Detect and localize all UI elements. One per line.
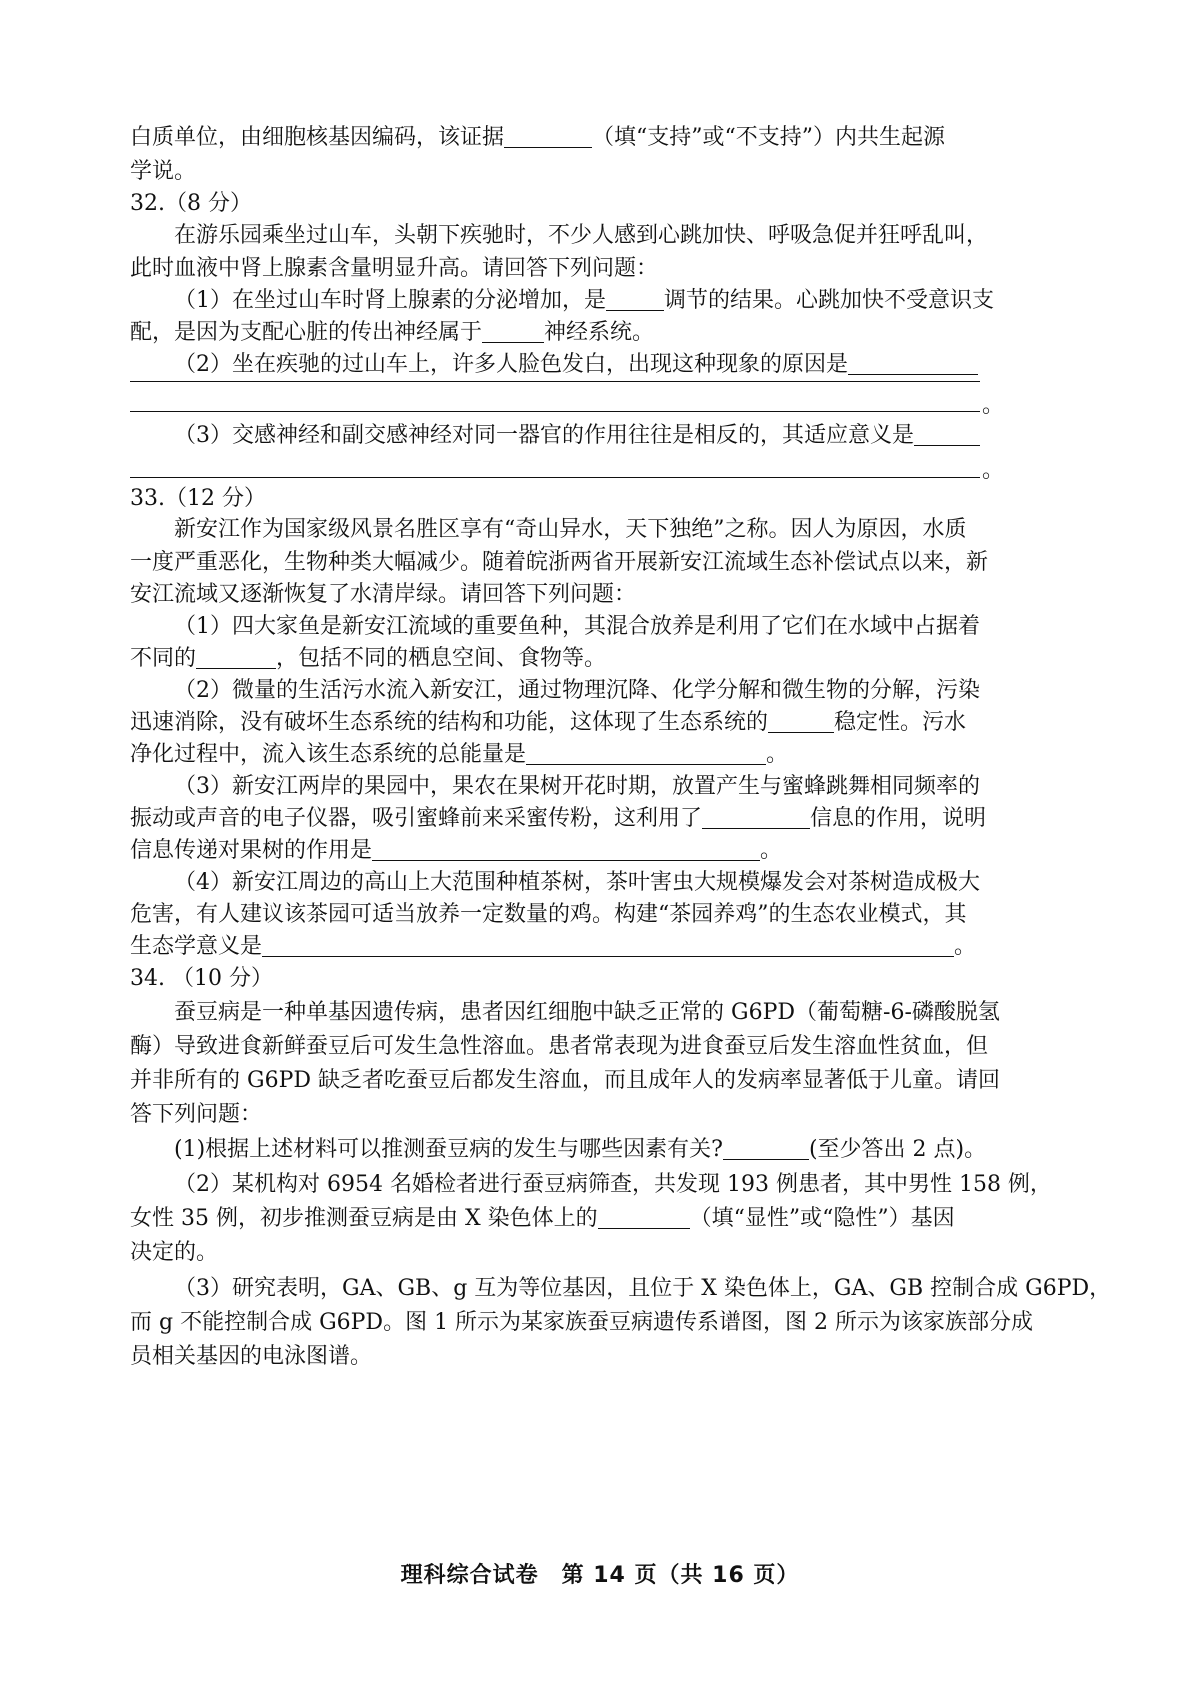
page-footer: 理科综合试卷 第 14 页（共 16 页） [400, 1563, 800, 1588]
text-line [130, 708, 1075, 738]
answer-blank[interactable] [702, 806, 810, 829]
text-span: 信息传递对果树的作用是 [130, 838, 373, 863]
paragraph-line: 答下列问题： [130, 1102, 263, 1127]
text-line [130, 644, 1075, 674]
text-line: 危害，有人建议该茶园可适当放养一定数量的鸡。构建“茶园养鸡”的生态农业模式，其 [130, 902, 967, 927]
text-line [130, 932, 1075, 962]
text-span: 信息的作用，说明 [810, 806, 987, 831]
text-span: 生态学意义是 [130, 934, 263, 959]
text-span: 神经系统。 [544, 320, 655, 345]
text-span: 配，是因为支配心脏的传出神经属于 [130, 320, 483, 345]
text-span: 振动或声音的电子仪器，吸引蜜蜂前来采蜜传粉，这利用了 [130, 806, 703, 831]
answer-blank[interactable] [196, 646, 276, 669]
text-line [130, 318, 1075, 348]
text-span: 稳定性。污水 [834, 710, 967, 735]
paragraph-line: 新安江作为国家级风景名胜区享有“奇山异水，天下独绝”之称。因人为原因，水质 [174, 517, 967, 542]
paragraph-line: 一度严重恶化，生物种类大幅减少。随着皖浙两省开展新安江流域生态补偿试点以来，新 [130, 550, 989, 575]
answer-blank[interactable] [504, 125, 592, 148]
paragraph-line: 安江流域又逐渐恢复了水清岸绿。请回答下列问题： [130, 582, 637, 607]
answer-blank[interactable] [262, 934, 954, 957]
answer-line[interactable] [130, 411, 980, 412]
text-span: （3）交感神经和副交感神经对同一器官的作用往往是相反的，其适应意义是 [174, 423, 914, 448]
text-span: 净化过程中，流入该生态系统的总能量是 [130, 742, 527, 767]
text-line [130, 1204, 1075, 1234]
text-span: （1）在坐过山车时肾上腺素的分泌增加，是 [174, 288, 606, 313]
text-span: 。 [766, 742, 789, 767]
answer-blank[interactable] [372, 838, 760, 861]
text-span: （2）坐在疾驰的过山车上，许多人脸色发白，出现这种现象的原因是 [174, 352, 848, 377]
text-line [130, 804, 1075, 834]
answer-blank[interactable] [606, 288, 664, 311]
text-line: 学说。 [130, 159, 197, 184]
sub-question-33-3: （3）新安江两岸的果园中，果农在果树开花时期，放置产生与蜜蜂跳舞相同频率的 [174, 774, 980, 799]
sub-question-33-1: （1）四大家鱼是新安江流域的重要鱼种，其混合放养是利用了它们在水域中占据着 [174, 614, 980, 639]
sub-question-32-2 [174, 350, 1119, 380]
paragraph-line: 酶）导致进食新鲜蚕豆后可发生急性溶血。患者常表现为进食蚕豆后发生溶血性贫血，但 [130, 1034, 989, 1059]
text-span: 女性 35 例，初步推测蚕豆病是由 X 染色体上的 [130, 1206, 598, 1231]
text-line [130, 123, 1075, 153]
text-span: (1)根据上述材料可以推测蚕豆病的发生与哪些因素有关? [174, 1137, 723, 1162]
sub-question-34-2: （2）某机构对 6954 名婚检者进行蚕豆病筛查，共发现 193 例患者，其中男性 158 例， [174, 1172, 1052, 1197]
text-line: 而 g 不能控制合成 G6PD。图 1 所示为某家族蚕豆病遗传系谱图，图 2 所示为该家族部分成 [130, 1310, 1034, 1335]
answer-blank[interactable] [482, 320, 544, 343]
question-header-33: 33.（12 分） [130, 486, 266, 511]
sub-question-32-1 [174, 286, 1119, 316]
paragraph-line: 并非所有的 G6PD 缺乏者吃蚕豆后都发生溶血，而且成年人的发病率显著低于儿童。请回 [130, 1068, 1001, 1093]
answer-blank[interactable] [526, 742, 766, 765]
text-span: (至少答出 2 点)。 [808, 1137, 987, 1162]
text-line: 员相关基因的电泳图谱。 [130, 1344, 373, 1369]
period-mark: 。 [982, 458, 1005, 483]
answer-blank[interactable] [768, 710, 834, 733]
text-span: 。 [760, 838, 783, 863]
question-header-32: 32.（8 分） [130, 191, 252, 216]
sub-question-34-3: （3）研究表明，GA、GB、g 互为等位基因，且位于 X 染色体上，GA、GB 控制合成 G6PD， [174, 1276, 1112, 1301]
text-span: 不同的 [130, 646, 197, 671]
text-span: 迅速消除，没有破坏生态系统的结构和功能，这体现了生态系统的 [130, 710, 769, 735]
sub-question-34-1 [174, 1135, 1119, 1165]
text-span: 。 [954, 934, 977, 959]
text-span: 白质单位，由细胞核基因编码，该证据 [130, 125, 505, 150]
text-span: （填“支持”或“不支持”）内共生起源 [592, 125, 946, 150]
paragraph-line: 在游乐园乘坐过山车，头朝下疾驰时，不少人感到心跳加快、呼吸急促并狂呼乱叫， [174, 223, 989, 248]
answer-line[interactable] [130, 381, 980, 382]
text-line: 决定的。 [130, 1240, 219, 1265]
text-span: （填“显性”或“隐性”）基因 [689, 1206, 955, 1231]
answer-blank[interactable] [723, 1137, 809, 1160]
answer-blank[interactable] [914, 423, 980, 446]
answer-blank[interactable] [848, 352, 978, 375]
sub-question-33-4: （4）新安江周边的高山上大范围种植茶树，茶叶害虫大规模爆发会对茶树造成极大 [174, 870, 980, 895]
period-mark: 。 [982, 393, 1005, 418]
text-span: 调节的结果。心跳加快不受意识支 [664, 288, 995, 313]
text-line [130, 836, 1075, 866]
answer-line[interactable] [130, 477, 980, 478]
sub-question-32-3 [174, 421, 1119, 451]
text-span: ，包括不同的栖息空间、食物等。 [276, 646, 607, 671]
text-line [130, 740, 1075, 770]
paragraph-line: 此时血液中肾上腺素含量明显升高。请回答下列问题： [130, 256, 659, 281]
question-header-34: 34. （10 分） [130, 966, 273, 991]
paragraph-line: 蚕豆病是一种单基因遗传病，患者因红细胞中缺乏正常的 G6PD（葡萄糖-6-磷酸脱氢 [174, 1000, 1000, 1025]
sub-question-33-2: （2）微量的生活污水流入新安江，通过物理沉降、化学分解和微生物的分解，污染 [174, 678, 980, 703]
answer-blank[interactable] [598, 1206, 690, 1229]
